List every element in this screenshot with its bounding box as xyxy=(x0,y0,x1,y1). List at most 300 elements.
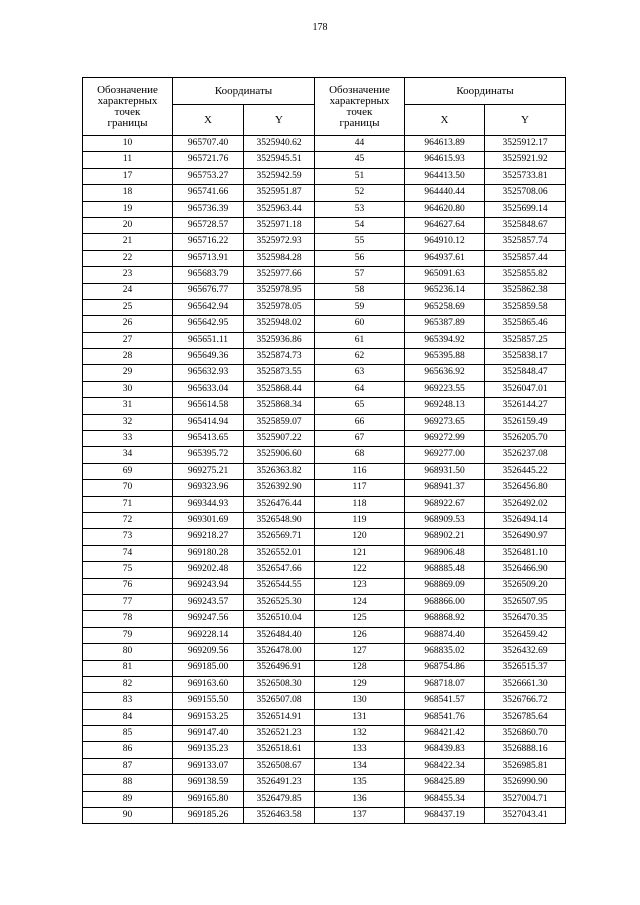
y-coordinate-left: 3525978.05 xyxy=(244,299,315,315)
x-coordinate-right: 968754.86 xyxy=(405,660,485,676)
y-coordinate-left: 3525936.86 xyxy=(244,332,315,348)
x-coordinate-left: 965713.91 xyxy=(173,250,244,266)
table-row xyxy=(83,726,566,742)
x-coordinate-right: 965236.14 xyxy=(405,283,485,299)
x-coordinate-right: 969223.55 xyxy=(405,381,485,397)
x-coordinate-right: 968869.09 xyxy=(405,578,485,594)
y-coordinate-right: 3526470.35 xyxy=(485,611,566,627)
point-number-left: 32 xyxy=(83,414,173,430)
coordinates-header-left: Координаты xyxy=(173,78,315,105)
x-coordinate-left: 969155.50 xyxy=(173,693,244,709)
table-row xyxy=(83,332,566,348)
x-coordinate-right: 968874.40 xyxy=(405,627,485,643)
point-number-left: 19 xyxy=(83,201,173,217)
x-coordinate-right: 968866.00 xyxy=(405,594,485,610)
y-coordinate-left: 3525978.95 xyxy=(244,283,315,299)
point-number-right: 65 xyxy=(315,398,405,414)
point-number-left: 77 xyxy=(83,594,173,610)
y-coordinate-left: 3525951.87 xyxy=(244,185,315,201)
y-coordinate-left: 3525984.28 xyxy=(244,250,315,266)
y-header-left: Y xyxy=(244,105,315,136)
x-coordinate-left: 965614.58 xyxy=(173,398,244,414)
point-number-left: 71 xyxy=(83,496,173,512)
x-coordinate-right: 965394.92 xyxy=(405,332,485,348)
point-number-right: 61 xyxy=(315,332,405,348)
x-coordinate-left: 965676.77 xyxy=(173,283,244,299)
point-number-right: 55 xyxy=(315,234,405,250)
x-coordinate-left: 969138.59 xyxy=(173,775,244,791)
y-coordinate-left: 3526508.30 xyxy=(244,676,315,692)
x-coordinate-right: 968455.34 xyxy=(405,791,485,807)
point-number-left: 25 xyxy=(83,299,173,315)
point-number-right: 132 xyxy=(315,726,405,742)
x-coordinate-left: 965728.57 xyxy=(173,217,244,233)
y-coordinate-right: 3526785.64 xyxy=(485,709,566,725)
y-coordinate-right: 3525733.81 xyxy=(485,168,566,184)
point-number-left: 74 xyxy=(83,545,173,561)
x-coordinate-left: 965707.40 xyxy=(173,136,244,152)
point-number-left: 24 xyxy=(83,283,173,299)
point-number-left: 75 xyxy=(83,562,173,578)
y-coordinate-left: 3526508.67 xyxy=(244,758,315,774)
table-row xyxy=(83,267,566,283)
y-coordinate-right: 3525848.67 xyxy=(485,217,566,233)
point-number-right: 57 xyxy=(315,267,405,283)
y-coordinate-right: 3525838.17 xyxy=(485,349,566,365)
point-number-right: 60 xyxy=(315,316,405,332)
x-coordinate-right: 965387.89 xyxy=(405,316,485,332)
x-coordinate-left: 965753.27 xyxy=(173,168,244,184)
point-number-right: 51 xyxy=(315,168,405,184)
table-row xyxy=(83,709,566,725)
y-coordinate-left: 3526518.61 xyxy=(244,742,315,758)
table-row xyxy=(83,808,566,824)
point-number-left: 10 xyxy=(83,136,173,152)
page-number: 178 xyxy=(312,22,328,33)
x-coordinate-right: 968425.89 xyxy=(405,775,485,791)
y-coordinate-right: 3525859.58 xyxy=(485,299,566,315)
y-coordinate-left: 3525945.51 xyxy=(244,152,315,168)
x-coordinate-left: 965642.95 xyxy=(173,316,244,332)
x-coordinate-right: 964620.80 xyxy=(405,201,485,217)
point-number-right: 66 xyxy=(315,414,405,430)
y-coordinate-left: 3526479.85 xyxy=(244,791,315,807)
point-number-left: 83 xyxy=(83,693,173,709)
coordinates-table xyxy=(82,77,566,824)
point-number-right: 124 xyxy=(315,594,405,610)
point-number-right: 56 xyxy=(315,250,405,266)
x-coordinate-right: 968421.42 xyxy=(405,726,485,742)
x-coordinate-right: 965395.88 xyxy=(405,349,485,365)
y-coordinate-right: 3525921.92 xyxy=(485,152,566,168)
table-row xyxy=(83,775,566,791)
y-coordinate-right: 3526509.20 xyxy=(485,578,566,594)
point-number-left: 76 xyxy=(83,578,173,594)
x-coordinate-right: 968439.83 xyxy=(405,742,485,758)
table-row xyxy=(83,496,566,512)
point-number-left: 82 xyxy=(83,676,173,692)
y-coordinate-left: 3526544.55 xyxy=(244,578,315,594)
point-number-right: 123 xyxy=(315,578,405,594)
y-coordinate-left: 3525942.59 xyxy=(244,168,315,184)
y-coordinate-left: 3526547.66 xyxy=(244,562,315,578)
table-row xyxy=(83,201,566,217)
point-number-left: 22 xyxy=(83,250,173,266)
table-row xyxy=(83,168,566,184)
point-number-right: 45 xyxy=(315,152,405,168)
y-coordinate-right: 3526237.08 xyxy=(485,447,566,463)
y-coordinate-right: 3526985.81 xyxy=(485,758,566,774)
y-coordinate-left: 3525874.73 xyxy=(244,349,315,365)
point-number-left: 79 xyxy=(83,627,173,643)
point-number-right: 118 xyxy=(315,496,405,512)
x-coordinate-left: 965414.94 xyxy=(173,414,244,430)
x-coordinate-left: 969301.69 xyxy=(173,512,244,528)
point-number-right: 53 xyxy=(315,201,405,217)
y-coordinate-left: 3526478.00 xyxy=(244,644,315,660)
y-coordinate-left: 3526484.40 xyxy=(244,627,315,643)
point-number-left: 23 xyxy=(83,267,173,283)
x-coordinate-right: 968868.92 xyxy=(405,611,485,627)
x-coordinate-right: 968835.02 xyxy=(405,644,485,660)
point-number-left: 11 xyxy=(83,152,173,168)
y-coordinate-right: 3525857.25 xyxy=(485,332,566,348)
point-number-right: 121 xyxy=(315,545,405,561)
y-coordinate-left: 3526392.90 xyxy=(244,480,315,496)
point-number-right: 129 xyxy=(315,676,405,692)
table-row xyxy=(83,529,566,545)
x-coordinate-right: 969272.99 xyxy=(405,431,485,447)
y-coordinate-right: 3525912.17 xyxy=(485,136,566,152)
y-coordinate-right: 3525708.06 xyxy=(485,185,566,201)
y-coordinate-right: 3526492.02 xyxy=(485,496,566,512)
y-coordinate-right: 3526159.49 xyxy=(485,414,566,430)
x-coordinate-right: 965636.92 xyxy=(405,365,485,381)
y-coordinate-right: 3525865.46 xyxy=(485,316,566,332)
point-number-left: 84 xyxy=(83,709,173,725)
y-header-right: Y xyxy=(485,105,566,136)
coordinates-header-right: Координаты xyxy=(405,78,566,105)
point-number-right: 120 xyxy=(315,529,405,545)
point-number-right: 136 xyxy=(315,791,405,807)
y-coordinate-left: 3525906.60 xyxy=(244,447,315,463)
x-coordinate-left: 965395.72 xyxy=(173,447,244,463)
y-coordinate-left: 3526496.91 xyxy=(244,660,315,676)
y-coordinate-right: 3526507.95 xyxy=(485,594,566,610)
x-coordinate-left: 969163.60 xyxy=(173,676,244,692)
table-row xyxy=(83,316,566,332)
point-number-right: 130 xyxy=(315,693,405,709)
y-coordinate-right: 3526205.70 xyxy=(485,431,566,447)
y-coordinate-right: 3527004.71 xyxy=(485,791,566,807)
x-coordinate-right: 968902.21 xyxy=(405,529,485,545)
x-coordinate-left: 969185.26 xyxy=(173,808,244,824)
table-row xyxy=(83,611,566,627)
table-row xyxy=(83,463,566,479)
table-row xyxy=(83,562,566,578)
point-number-right: 68 xyxy=(315,447,405,463)
x-coordinate-left: 969344.93 xyxy=(173,496,244,512)
table-row xyxy=(83,758,566,774)
table-row xyxy=(83,447,566,463)
x-header-right: X xyxy=(405,105,485,136)
x-coordinate-right: 968909.53 xyxy=(405,512,485,528)
y-coordinate-right: 3525848.47 xyxy=(485,365,566,381)
x-coordinate-left: 965633.04 xyxy=(173,381,244,397)
point-number-left: 86 xyxy=(83,742,173,758)
y-coordinate-right: 3526432.69 xyxy=(485,644,566,660)
designation-header-left: Обозначение характерных точек границы xyxy=(83,78,173,136)
y-coordinate-left: 3525948.02 xyxy=(244,316,315,332)
y-coordinate-right: 3526456.80 xyxy=(485,480,566,496)
y-coordinate-right: 3525699.14 xyxy=(485,201,566,217)
point-number-right: 62 xyxy=(315,349,405,365)
table-row xyxy=(83,365,566,381)
table-row xyxy=(83,676,566,692)
y-coordinate-right: 3526661.30 xyxy=(485,676,566,692)
x-coordinate-right: 964615.93 xyxy=(405,152,485,168)
x-coordinate-right: 965258.69 xyxy=(405,299,485,315)
point-number-right: 59 xyxy=(315,299,405,315)
x-coordinate-right: 968906.48 xyxy=(405,545,485,561)
point-number-right: 54 xyxy=(315,217,405,233)
y-coordinate-left: 3526476.44 xyxy=(244,496,315,512)
point-number-left: 85 xyxy=(83,726,173,742)
table-row xyxy=(83,431,566,447)
x-coordinate-left: 969243.94 xyxy=(173,578,244,594)
x-coordinate-right: 964937.61 xyxy=(405,250,485,266)
point-number-right: 137 xyxy=(315,808,405,824)
y-coordinate-left: 3526491.23 xyxy=(244,775,315,791)
point-number-left: 18 xyxy=(83,185,173,201)
point-number-left: 20 xyxy=(83,217,173,233)
x-coordinate-left: 969133.07 xyxy=(173,758,244,774)
point-number-right: 44 xyxy=(315,136,405,152)
x-coordinate-right: 965091.63 xyxy=(405,267,485,283)
table-row xyxy=(83,644,566,660)
y-coordinate-left: 3525940.62 xyxy=(244,136,315,152)
y-coordinate-left: 3526507.08 xyxy=(244,693,315,709)
x-coordinate-left: 969165.80 xyxy=(173,791,244,807)
point-number-right: 116 xyxy=(315,463,405,479)
x-coordinate-right: 968422.34 xyxy=(405,758,485,774)
y-coordinate-left: 3526463.58 xyxy=(244,808,315,824)
table-row xyxy=(83,349,566,365)
x-coordinate-right: 964910.12 xyxy=(405,234,485,250)
y-coordinate-left: 3526363.82 xyxy=(244,463,315,479)
y-coordinate-left: 3526510.04 xyxy=(244,611,315,627)
table-row xyxy=(83,545,566,561)
table-row xyxy=(83,299,566,315)
point-number-right: 117 xyxy=(315,480,405,496)
y-coordinate-right: 3526888.16 xyxy=(485,742,566,758)
designation-header-right: Обозначение характерных точек границы xyxy=(315,78,405,136)
table-row xyxy=(83,381,566,397)
y-coordinate-right: 3525855.82 xyxy=(485,267,566,283)
point-number-left: 81 xyxy=(83,660,173,676)
point-number-left: 26 xyxy=(83,316,173,332)
x-coordinate-left: 969153.25 xyxy=(173,709,244,725)
point-number-right: 127 xyxy=(315,644,405,660)
point-number-right: 64 xyxy=(315,381,405,397)
x-coordinate-right: 969248.13 xyxy=(405,398,485,414)
table-row xyxy=(83,578,566,594)
x-coordinate-left: 969228.14 xyxy=(173,627,244,643)
x-coordinate-left: 965651.11 xyxy=(173,332,244,348)
point-number-left: 87 xyxy=(83,758,173,774)
x-coordinate-left: 969135.23 xyxy=(173,742,244,758)
y-coordinate-left: 3525859.07 xyxy=(244,414,315,430)
y-coordinate-left: 3526569.71 xyxy=(244,529,315,545)
table-row xyxy=(83,185,566,201)
point-number-left: 31 xyxy=(83,398,173,414)
table-row xyxy=(83,283,566,299)
x-coordinate-left: 969243.57 xyxy=(173,594,244,610)
y-coordinate-left: 3525972.93 xyxy=(244,234,315,250)
y-coordinate-right: 3526445.22 xyxy=(485,463,566,479)
x-coordinate-right: 968922.67 xyxy=(405,496,485,512)
table-row xyxy=(83,693,566,709)
x-coordinate-left: 965642.94 xyxy=(173,299,244,315)
table-row xyxy=(83,742,566,758)
y-coordinate-right: 3525857.44 xyxy=(485,250,566,266)
point-number-left: 73 xyxy=(83,529,173,545)
point-number-left: 72 xyxy=(83,512,173,528)
x-coordinate-right: 968941.37 xyxy=(405,480,485,496)
x-coordinate-left: 969323.96 xyxy=(173,480,244,496)
y-coordinate-left: 3525873.55 xyxy=(244,365,315,381)
point-number-right: 52 xyxy=(315,185,405,201)
table-row xyxy=(83,512,566,528)
table-row xyxy=(83,414,566,430)
point-number-left: 21 xyxy=(83,234,173,250)
y-coordinate-right: 3526490.97 xyxy=(485,529,566,545)
point-number-right: 135 xyxy=(315,775,405,791)
x-coordinate-left: 965716.22 xyxy=(173,234,244,250)
x-coordinate-right: 964413.50 xyxy=(405,168,485,184)
table-body xyxy=(83,136,566,824)
x-coordinate-left: 969218.27 xyxy=(173,529,244,545)
y-coordinate-right: 3526515.37 xyxy=(485,660,566,676)
y-coordinate-left: 3526552.01 xyxy=(244,545,315,561)
point-number-right: 126 xyxy=(315,627,405,643)
y-coordinate-left: 3526514.91 xyxy=(244,709,315,725)
table-row xyxy=(83,660,566,676)
x-coordinate-left: 969202.48 xyxy=(173,562,244,578)
point-number-left: 27 xyxy=(83,332,173,348)
point-number-right: 119 xyxy=(315,512,405,528)
table-row xyxy=(83,627,566,643)
y-coordinate-right: 3526466.90 xyxy=(485,562,566,578)
y-coordinate-right: 3526990.90 xyxy=(485,775,566,791)
y-coordinate-left: 3525977.66 xyxy=(244,267,315,283)
table-row xyxy=(83,480,566,496)
x-coordinate-left: 969147.40 xyxy=(173,726,244,742)
y-coordinate-left: 3525963.44 xyxy=(244,201,315,217)
point-number-left: 70 xyxy=(83,480,173,496)
x-coordinate-left: 969180.28 xyxy=(173,545,244,561)
table-row xyxy=(83,152,566,168)
table-row xyxy=(83,250,566,266)
x-coordinate-right: 969273.65 xyxy=(405,414,485,430)
y-coordinate-right: 3526860.70 xyxy=(485,726,566,742)
x-coordinate-left: 965721.76 xyxy=(173,152,244,168)
table-row xyxy=(83,136,566,152)
x-coordinate-left: 969209.56 xyxy=(173,644,244,660)
y-coordinate-left: 3526521.23 xyxy=(244,726,315,742)
point-number-right: 128 xyxy=(315,660,405,676)
point-number-left: 80 xyxy=(83,644,173,660)
table-row xyxy=(83,234,566,250)
point-number-left: 28 xyxy=(83,349,173,365)
point-number-left: 29 xyxy=(83,365,173,381)
point-number-right: 125 xyxy=(315,611,405,627)
y-coordinate-right: 3525862.38 xyxy=(485,283,566,299)
y-coordinate-left: 3526548.90 xyxy=(244,512,315,528)
x-coordinate-right: 968541.76 xyxy=(405,709,485,725)
table-row xyxy=(83,791,566,807)
point-number-left: 78 xyxy=(83,611,173,627)
point-number-left: 17 xyxy=(83,168,173,184)
y-coordinate-right: 3525857.74 xyxy=(485,234,566,250)
x-coordinate-right: 968931.50 xyxy=(405,463,485,479)
y-coordinate-left: 3526525.30 xyxy=(244,594,315,610)
x-coordinate-left: 965649.36 xyxy=(173,349,244,365)
y-coordinate-right: 3527043.41 xyxy=(485,808,566,824)
point-number-left: 33 xyxy=(83,431,173,447)
point-number-left: 90 xyxy=(83,808,173,824)
x-coordinate-left: 965632.93 xyxy=(173,365,244,381)
x-header-left: X xyxy=(173,105,244,136)
x-coordinate-left: 965736.39 xyxy=(173,201,244,217)
point-number-right: 58 xyxy=(315,283,405,299)
x-coordinate-right: 964613.89 xyxy=(405,136,485,152)
x-coordinate-right: 968541.57 xyxy=(405,693,485,709)
y-coordinate-right: 3526459.42 xyxy=(485,627,566,643)
x-coordinate-right: 968437.19 xyxy=(405,808,485,824)
x-coordinate-left: 965741.66 xyxy=(173,185,244,201)
point-number-right: 134 xyxy=(315,758,405,774)
point-number-left: 88 xyxy=(83,775,173,791)
y-coordinate-right: 3526481.10 xyxy=(485,545,566,561)
y-coordinate-right: 3526494.14 xyxy=(485,512,566,528)
point-number-right: 122 xyxy=(315,562,405,578)
x-coordinate-left: 969185.00 xyxy=(173,660,244,676)
y-coordinate-left: 3525907.22 xyxy=(244,431,315,447)
y-coordinate-left: 3525868.44 xyxy=(244,381,315,397)
x-coordinate-right: 968718.07 xyxy=(405,676,485,692)
x-coordinate-left: 965683.79 xyxy=(173,267,244,283)
table-row xyxy=(83,594,566,610)
y-coordinate-right: 3526766.72 xyxy=(485,693,566,709)
point-number-right: 67 xyxy=(315,431,405,447)
point-number-left: 89 xyxy=(83,791,173,807)
table-row xyxy=(83,398,566,414)
point-number-right: 63 xyxy=(315,365,405,381)
point-number-right: 133 xyxy=(315,742,405,758)
x-coordinate-right: 964440.44 xyxy=(405,185,485,201)
x-coordinate-right: 964627.64 xyxy=(405,217,485,233)
point-number-left: 34 xyxy=(83,447,173,463)
x-coordinate-right: 969277.00 xyxy=(405,447,485,463)
y-coordinate-left: 3525868.34 xyxy=(244,398,315,414)
point-number-right: 131 xyxy=(315,709,405,725)
y-coordinate-right: 3526047.01 xyxy=(485,381,566,397)
point-number-left: 69 xyxy=(83,463,173,479)
y-coordinate-left: 3525971.18 xyxy=(244,217,315,233)
y-coordinate-right: 3526144.27 xyxy=(485,398,566,414)
x-coordinate-left: 965413.65 xyxy=(173,431,244,447)
